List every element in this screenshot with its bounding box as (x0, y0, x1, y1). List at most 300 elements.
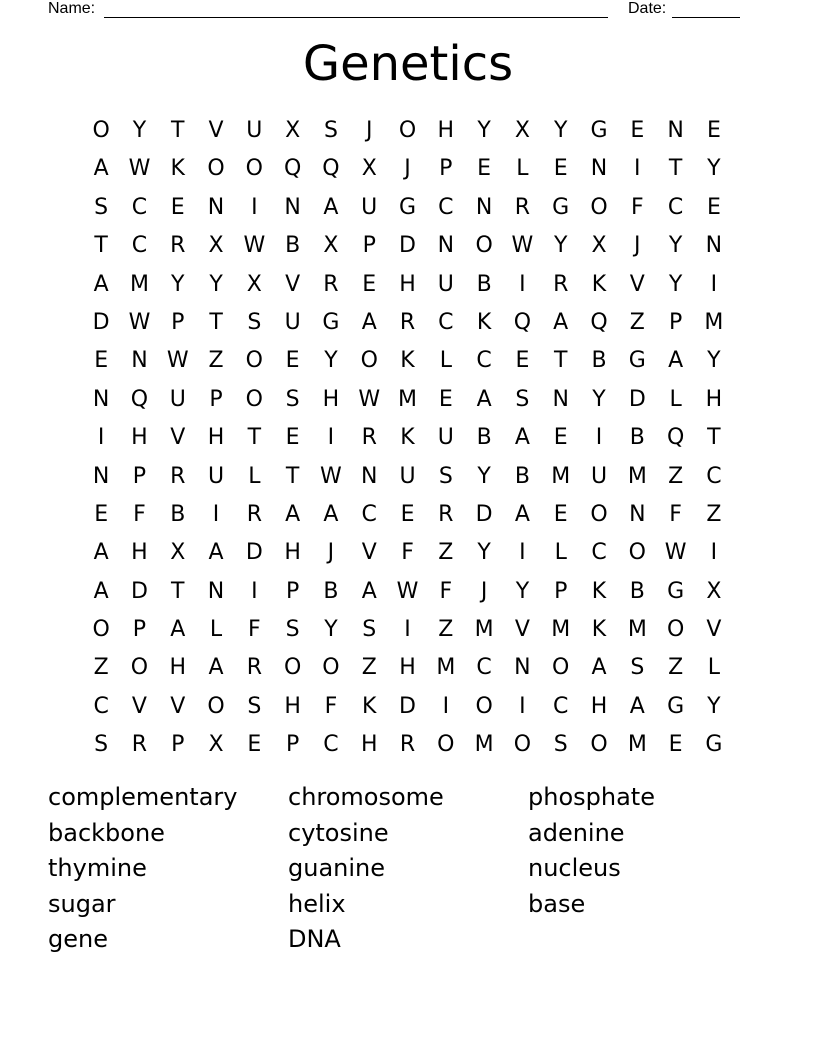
grid-letter[interactable]: U (399, 463, 416, 489)
grid-letter[interactable]: T (209, 309, 223, 335)
grid-letter[interactable]: A (361, 578, 377, 604)
grid-letter[interactable]: B (476, 425, 492, 451)
grid-letter[interactable]: P (285, 578, 300, 604)
grid-letter[interactable]: N (705, 233, 723, 259)
grid-letter[interactable]: A (93, 540, 109, 566)
grid-letter[interactable]: T (94, 233, 108, 259)
grid-letter[interactable]: E (706, 194, 721, 220)
grid-letter[interactable]: O (92, 617, 110, 643)
grid-letter[interactable]: I (212, 501, 220, 527)
grid-letter[interactable]: V (706, 617, 722, 643)
grid-letter[interactable]: B (323, 578, 339, 604)
grid-letter[interactable]: W (511, 233, 534, 259)
grid-row (82, 573, 733, 611)
grid-letter[interactable]: C (476, 655, 492, 681)
grid-letter[interactable]: M (627, 732, 647, 758)
grid-letter[interactable]: S (362, 617, 377, 643)
grid-letter[interactable]: Q (513, 309, 532, 335)
grid-letter[interactable]: N (131, 348, 148, 374)
grid-letter[interactable]: N (437, 233, 455, 259)
grid-letter[interactable]: S (247, 309, 262, 335)
grid-letter[interactable]: S (630, 655, 645, 681)
grid-letter[interactable]: E (668, 732, 683, 758)
grid-letter[interactable]: U (284, 309, 301, 335)
grid-letter[interactable]: L (707, 655, 721, 681)
grid-letter[interactable]: X (246, 271, 262, 297)
grid-letter[interactable]: E (170, 194, 185, 220)
grid-letter[interactable]: U (169, 386, 186, 412)
grid-letter[interactable]: I (595, 425, 603, 451)
grid-letter[interactable]: I (519, 540, 526, 566)
grid-letter[interactable]: R (553, 271, 569, 297)
grid-letter[interactable]: C (667, 194, 684, 220)
grid-letter[interactable]: H (322, 386, 340, 412)
grid-row (82, 112, 733, 150)
grid-letter[interactable]: M (474, 732, 494, 758)
grid-letter[interactable]: L (248, 463, 261, 489)
grid-letter[interactable]: U (207, 463, 225, 489)
grid-letter[interactable]: R (438, 501, 454, 527)
grid-letter[interactable]: E (553, 425, 568, 451)
grid-letter[interactable]: B (514, 463, 530, 489)
grid-letter[interactable]: M (627, 617, 647, 643)
grid-letter[interactable]: I (710, 540, 718, 566)
grid-letter[interactable]: R (399, 732, 416, 758)
grid-letter[interactable]: A (476, 386, 492, 412)
grid-letter[interactable]: D (130, 578, 148, 604)
grid-letter[interactable]: E (94, 501, 109, 527)
grid-letter[interactable]: Y (707, 156, 721, 182)
grid-letter[interactable]: P (132, 617, 147, 643)
grid-letter[interactable]: O (666, 617, 685, 643)
grid-letter[interactable]: V (514, 617, 530, 643)
grid-letter[interactable]: Z (361, 655, 377, 681)
grid-letter[interactable]: A (170, 617, 186, 643)
grid-letter[interactable]: X (591, 233, 607, 259)
grid-letter[interactable]: I (97, 425, 105, 451)
grid-letter[interactable]: F (401, 540, 414, 566)
grid-letter[interactable]: S (438, 463, 453, 489)
grid-letter[interactable]: F (248, 617, 261, 643)
grid-letter[interactable]: N (284, 194, 301, 220)
grid-letter[interactable]: O (590, 501, 608, 527)
grid-letter[interactable]: B (591, 348, 607, 374)
grid-letter[interactable]: Y (209, 271, 223, 297)
grid-letter[interactable]: T (171, 118, 185, 143)
grid-letter[interactable]: N (629, 501, 646, 527)
grid-letter[interactable]: M (551, 463, 571, 489)
grid-letter[interactable]: Y (553, 233, 568, 259)
grid-letter[interactable]: N (590, 156, 608, 182)
grid-letter[interactable]: Z (438, 540, 454, 566)
grid-letter[interactable]: H (437, 118, 455, 143)
grid-letter[interactable]: E (400, 501, 415, 527)
grid-letter[interactable]: O (513, 732, 532, 758)
grid-row (82, 649, 733, 687)
grid-letter[interactable]: C (438, 309, 454, 335)
grid-letter[interactable]: P (554, 578, 568, 604)
grid-letter[interactable]: G (590, 118, 608, 143)
grid-letter[interactable]: K (400, 425, 415, 451)
grid-letter[interactable]: N (92, 386, 110, 412)
grid-letter[interactable]: Z (438, 617, 454, 643)
grid-letter[interactable]: O (92, 118, 110, 143)
grid-letter[interactable]: K (362, 693, 377, 719)
grid-letter[interactable]: E (706, 118, 721, 143)
grid-letter[interactable]: C (93, 693, 109, 719)
grid-letter[interactable]: Y (477, 540, 491, 566)
grid-letter[interactable]: C (323, 732, 339, 758)
grid-letter[interactable]: X (208, 732, 224, 758)
grid-letter[interactable]: S (94, 194, 109, 220)
grid-letter[interactable]: M (704, 309, 724, 335)
name-blank[interactable] (104, 0, 608, 18)
grid-letter[interactable]: H (131, 540, 148, 566)
grid-letter[interactable]: X (706, 578, 722, 604)
grid-letter[interactable]: Y (171, 271, 185, 297)
grid-letter[interactable]: R (361, 425, 377, 451)
grid-letter[interactable]: F (324, 693, 338, 719)
grid-letter[interactable]: G (628, 348, 646, 374)
grid-letter[interactable]: T (171, 578, 185, 604)
grid-letter[interactable]: O (398, 118, 417, 143)
grid-letter[interactable]: V (208, 118, 224, 143)
grid-letter[interactable]: D (628, 386, 646, 412)
grid-letter[interactable]: Y (707, 348, 721, 374)
grid-letter[interactable]: O (360, 348, 378, 374)
grid-letter[interactable]: W (396, 578, 419, 604)
grid-letter[interactable]: E (553, 156, 568, 182)
grid-letter[interactable]: O (475, 693, 493, 719)
grid-letter[interactable]: C (131, 233, 148, 259)
grid-letter[interactable]: W (128, 309, 151, 335)
grid-letter[interactable]: B (629, 578, 645, 604)
grid-letter[interactable]: A (323, 501, 339, 527)
grid-letter[interactable]: R (514, 194, 531, 220)
grid-letter[interactable]: C (438, 194, 454, 220)
grid-letter[interactable]: S (515, 386, 530, 412)
grid-letter[interactable]: G (667, 578, 685, 604)
grid-letter[interactable]: B (285, 233, 301, 259)
grid-letter[interactable]: A (323, 194, 339, 220)
grid-letter[interactable]: I (519, 693, 526, 719)
grid-letter[interactable]: O (590, 194, 608, 220)
grid-letter[interactable]: P (171, 732, 185, 758)
grid-letter[interactable]: Z (629, 309, 645, 335)
grid-letter[interactable]: K (591, 617, 607, 643)
grid-letter[interactable]: R (323, 271, 339, 297)
grid-letter[interactable]: F (669, 501, 682, 527)
grid-letter[interactable]: Q (283, 156, 302, 182)
grid-letter[interactable]: H (284, 540, 301, 566)
word-list-item: backbone (48, 818, 165, 847)
grid-letter[interactable]: D (475, 501, 493, 527)
grid-letter[interactable]: N (552, 386, 569, 412)
grid-letter[interactable]: K (591, 578, 607, 604)
grid-letter[interactable]: C (131, 194, 148, 220)
grid-letter[interactable]: X (170, 540, 186, 566)
grid-letter[interactable]: Y (324, 348, 338, 374)
grid-letter[interactable]: S (323, 118, 338, 143)
grid-letter[interactable]: O (322, 655, 340, 681)
grid-letter[interactable]: E (553, 501, 568, 527)
grid-letter[interactable]: U (437, 425, 454, 451)
grid-letter[interactable]: E (630, 118, 645, 143)
grid-letter[interactable]: C (706, 463, 722, 489)
grid-letter[interactable]: H (131, 425, 148, 451)
grid-letter[interactable]: N (207, 578, 225, 604)
grid-letter[interactable]: D (92, 309, 110, 335)
grid-letter[interactable]: V (170, 693, 186, 719)
grid-letter[interactable]: E (515, 348, 530, 374)
grid-letter[interactable]: Z (706, 501, 722, 527)
grid-letter[interactable]: A (93, 271, 109, 297)
grid-letter[interactable]: R (246, 501, 262, 527)
grid-letter[interactable]: H (399, 655, 416, 681)
grid-letter[interactable]: P (362, 233, 376, 259)
grid-letter[interactable]: N (360, 463, 378, 489)
grid-letter[interactable]: Z (208, 348, 224, 374)
grid-letter[interactable]: J (480, 578, 488, 604)
grid-letter[interactable]: X (208, 233, 224, 259)
grid-letter[interactable]: K (591, 271, 607, 297)
grid-letter[interactable]: L (554, 540, 567, 566)
grid-letter[interactable]: U (437, 271, 454, 297)
grid-letter[interactable]: A (668, 348, 684, 374)
grid-letter[interactable]: T (707, 425, 721, 451)
grid-letter[interactable]: P (285, 732, 300, 758)
grid-letter[interactable]: H (590, 693, 608, 719)
grid-letter[interactable]: Q (130, 386, 149, 412)
grid-letter[interactable]: A (629, 693, 645, 719)
grid-letter[interactable]: E (477, 156, 492, 182)
grid-letter[interactable]: D (245, 540, 263, 566)
grid-letter[interactable]: E (94, 348, 109, 374)
grid-letter[interactable]: G (398, 194, 417, 220)
grid-letter[interactable]: O (552, 655, 570, 681)
grid-letter[interactable]: P (439, 156, 453, 182)
grid-letter[interactable]: V (361, 540, 377, 566)
grid-letter[interactable]: P (209, 386, 223, 412)
grid-letter[interactable]: R (170, 233, 186, 259)
grid-letter[interactable]: O (245, 348, 263, 374)
grid-letter[interactable]: K (400, 348, 415, 374)
grid-letter[interactable]: Q (322, 156, 340, 182)
grid-letter[interactable]: I (442, 693, 450, 719)
grid-letter[interactable]: M (551, 617, 571, 643)
grid-letter[interactable]: O (245, 386, 263, 412)
grid-letter[interactable]: H (207, 425, 225, 451)
grid-letter[interactable]: P (171, 309, 185, 335)
grid-letter[interactable]: X (514, 118, 530, 143)
grid-letter[interactable]: W (358, 386, 381, 412)
grid-letter[interactable]: J (365, 118, 373, 143)
grid-letter[interactable]: H (169, 655, 187, 681)
grid-letter[interactable]: C (361, 501, 377, 527)
date-blank[interactable] (672, 0, 740, 18)
grid-letter[interactable]: Y (668, 233, 683, 259)
grid-letter[interactable]: F (133, 501, 146, 527)
grid-letter[interactable]: N (514, 655, 531, 681)
grid-letter[interactable]: E (438, 386, 453, 412)
grid-letter[interactable]: O (590, 732, 608, 758)
grid-letter[interactable]: W (166, 348, 189, 374)
grid-letter[interactable]: N (92, 463, 110, 489)
grid-letter[interactable]: H (399, 271, 416, 297)
grid-letter[interactable]: Q (666, 425, 685, 451)
grid-letter[interactable]: Y (324, 617, 338, 643)
grid-letter[interactable]: G (322, 309, 340, 335)
grid-letter[interactable]: R (399, 309, 416, 335)
grid-letter[interactable]: Y (592, 386, 606, 412)
grid-letter[interactable]: O (475, 233, 493, 259)
grid-letter[interactable]: A (93, 578, 109, 604)
grid-letter[interactable]: G (667, 693, 685, 719)
grid-letter[interactable]: K (170, 156, 185, 182)
grid-letter[interactable]: R (170, 463, 186, 489)
grid-letter[interactable]: G (705, 732, 723, 758)
grid-letter[interactable]: E (362, 271, 377, 297)
grid-letter[interactable]: I (519, 271, 526, 297)
grid-letter[interactable]: W (243, 233, 266, 259)
grid-letter[interactable]: A (285, 501, 301, 527)
grid-letter[interactable]: L (516, 156, 529, 182)
grid-letter[interactable]: W (664, 540, 687, 566)
grid-letter[interactable]: Y (477, 118, 491, 143)
grid-letter[interactable]: J (404, 156, 411, 182)
grid-letter[interactable]: Y (553, 118, 568, 143)
grid-letter[interactable]: I (710, 271, 718, 297)
grid-letter[interactable]: Y (668, 271, 683, 297)
grid-letter[interactable]: T (668, 156, 683, 182)
grid-letter[interactable]: X (285, 118, 301, 143)
grid-letter[interactable]: Z (668, 655, 684, 681)
grid-letter[interactable]: O (130, 655, 149, 681)
grid-letter[interactable]: B (629, 425, 645, 451)
grid-letter[interactable]: M (627, 463, 647, 489)
grid-letter[interactable]: B (476, 271, 492, 297)
grid-letter[interactable]: P (132, 463, 147, 489)
grid-row (82, 611, 733, 649)
grid-letter[interactable]: S (247, 693, 262, 719)
grid-letter[interactable]: O (207, 693, 225, 719)
grid-letter[interactable]: I (327, 425, 335, 451)
grid-letter[interactable]: U (590, 463, 608, 489)
grid-letter[interactable]: L (209, 617, 223, 643)
grid-letter[interactable]: W (320, 463, 342, 489)
grid-letter[interactable]: O (283, 655, 302, 681)
grid-letter[interactable]: S (285, 386, 300, 412)
grid-letter[interactable]: T (285, 463, 300, 489)
grid-letter[interactable]: W (128, 156, 151, 182)
grid-letter[interactable]: X (361, 156, 377, 182)
grid-letter[interactable]: M (398, 386, 418, 412)
grid-letter[interactable]: N (475, 194, 493, 220)
grid-letter[interactable]: K (476, 309, 492, 335)
grid-letter[interactable]: L (439, 348, 452, 374)
grid-letter[interactable]: D (399, 233, 416, 259)
grid-letter[interactable]: H (360, 732, 378, 758)
grid-letter[interactable]: A (553, 309, 569, 335)
grid-letter[interactable]: R (246, 655, 262, 681)
grid-letter[interactable]: A (514, 501, 530, 527)
grid-letter[interactable]: T (553, 348, 568, 374)
grid-letter[interactable]: A (514, 425, 530, 451)
grid-letter[interactable]: L (669, 386, 682, 412)
grid-letter[interactable]: J (634, 233, 641, 259)
grid-letter[interactable]: M (129, 271, 149, 297)
grid-letter[interactable]: V (170, 425, 186, 451)
word-list-item: DNA (288, 925, 341, 954)
grid-letter[interactable]: S (553, 732, 568, 758)
grid-letter[interactable]: F (439, 578, 453, 604)
grid-letter[interactable]: A (208, 540, 224, 566)
grid-row (82, 496, 733, 534)
grid-letter[interactable]: V (285, 271, 301, 297)
grid-letter[interactable]: A (591, 655, 607, 681)
grid-letter[interactable]: F (630, 194, 644, 220)
grid-letter[interactable]: J (327, 540, 335, 566)
grid-letter[interactable]: G (552, 194, 570, 220)
grid-letter[interactable]: M (436, 655, 456, 681)
grid-letter[interactable]: M (474, 617, 494, 643)
word-search-grid (82, 112, 733, 765)
grid-letter[interactable]: D (399, 693, 416, 719)
grid-letter[interactable]: P (668, 309, 683, 335)
grid-letter[interactable]: O (628, 540, 646, 566)
grid-letter[interactable]: C (591, 540, 607, 566)
grid-letter[interactable]: U (361, 194, 378, 220)
grid-letter[interactable]: R (131, 732, 148, 758)
grid-letter[interactable]: Y (132, 118, 147, 143)
grid-letter[interactable]: A (361, 309, 377, 335)
grid-letter[interactable]: O (207, 156, 225, 182)
grid-letter[interactable]: C (476, 348, 492, 374)
grid-letter[interactable]: Y (707, 693, 721, 719)
grid-letter[interactable]: Z (93, 655, 109, 681)
grid-letter[interactable]: A (208, 655, 224, 681)
grid-letter[interactable]: N (667, 118, 684, 143)
grid-letter[interactable]: N (207, 194, 225, 220)
grid-letter[interactable]: I (404, 617, 411, 643)
grid-letter[interactable]: U (246, 118, 263, 143)
grid-letter[interactable]: E (285, 348, 300, 374)
grid-letter[interactable]: Q (590, 309, 608, 335)
grid-letter[interactable]: S (285, 617, 300, 643)
grid-letter[interactable]: I (634, 156, 641, 182)
grid-letter[interactable]: S (94, 732, 109, 758)
grid-letter[interactable]: B (170, 501, 186, 527)
grid-letter[interactable]: E (285, 425, 300, 451)
grid-letter[interactable]: H (705, 386, 723, 412)
grid-letter[interactable]: Y (477, 463, 491, 489)
grid-letter[interactable]: Y (515, 578, 530, 604)
grid-letter[interactable]: C (553, 693, 569, 719)
grid-letter[interactable]: E (247, 732, 262, 758)
grid-letter[interactable]: V (131, 693, 147, 719)
grid-letter[interactable]: I (251, 578, 258, 604)
grid-letter[interactable]: O (437, 732, 455, 758)
grid-letter[interactable]: T (247, 425, 262, 451)
grid-letter[interactable]: Z (668, 463, 684, 489)
grid-letter[interactable]: I (251, 194, 258, 220)
grid-letter[interactable]: X (323, 233, 339, 259)
grid-letter[interactable]: V (629, 271, 645, 297)
grid-letter[interactable]: A (93, 156, 109, 182)
grid-letter[interactable]: H (284, 693, 301, 719)
word-list (48, 780, 768, 958)
grid-letter[interactable]: O (245, 156, 263, 182)
